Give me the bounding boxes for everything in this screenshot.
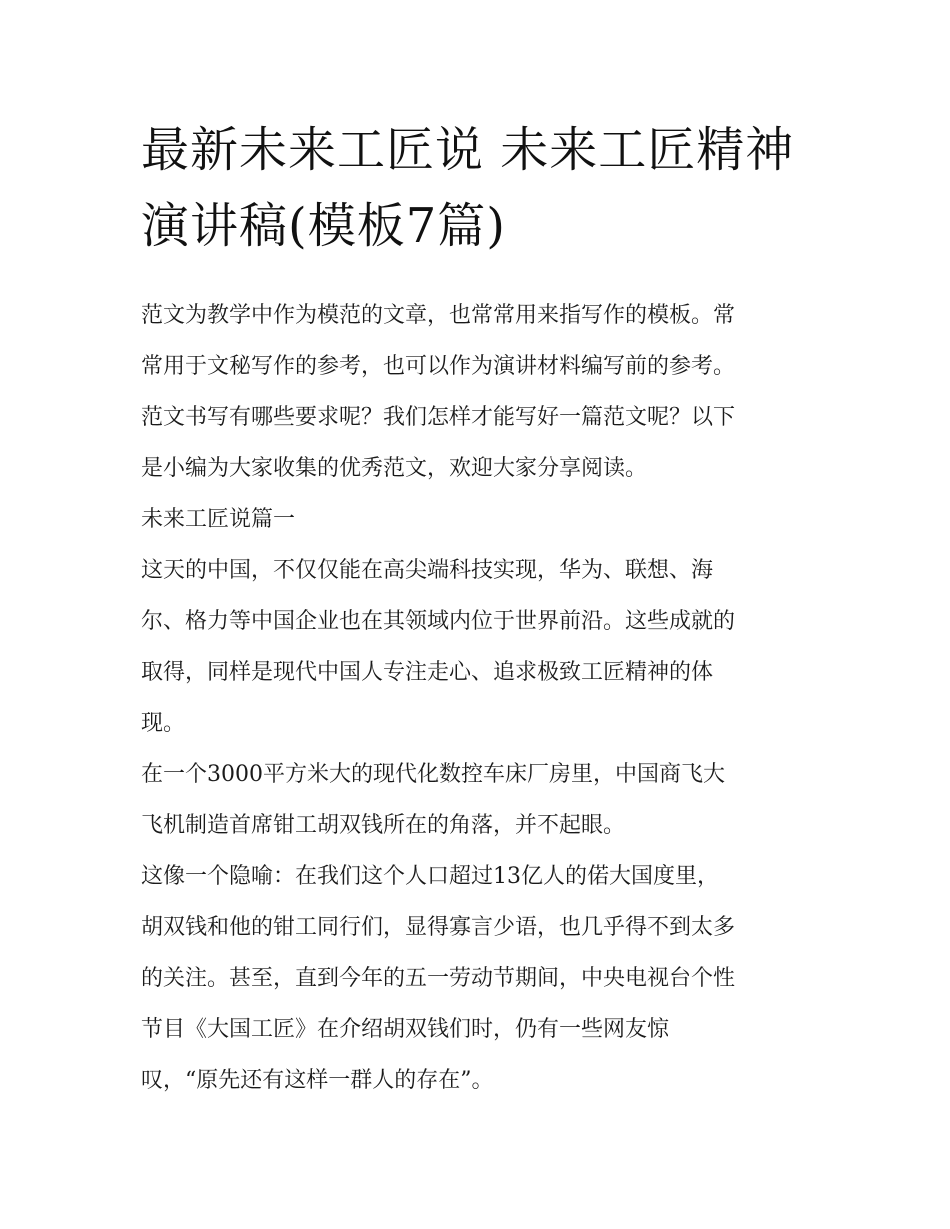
intro-line: 范文书写有哪些要求呢？我们怎样才能写好一篇范文呢？以下 <box>141 405 736 430</box>
paragraph-line: 尔、格力等中国企业也在其领域内位于世界前沿。这些成就的 <box>141 609 736 634</box>
paragraph-line: 叹，“原先还有这样一群人的存在”。 <box>141 1068 494 1093</box>
document-page <box>141 112 821 1106</box>
intro-line: 是小编为大家收集的优秀范文，欢迎大家分享阅读。 <box>141 456 648 481</box>
title-line-1: 最新未来工匠说 未来工匠精神 <box>141 122 795 178</box>
paragraph-line: 取得，同样是现代中国人专注走心、追求极致工匠精神的体 <box>141 660 714 685</box>
paragraph-line: 的关注。甚至，直到今年的五一劳动节期间，中央电视台个性 <box>141 966 736 991</box>
paragraph-line: 节目《大国工匠》在介绍胡双钱们时，仍有一些网友惊 <box>141 1017 670 1042</box>
document-body <box>141 290 821 1106</box>
paragraph-line: 现。 <box>141 711 186 736</box>
intro-line: 范文为教学中作为模范的文章，也常常用来指写作的模板。常 <box>141 303 736 328</box>
paragraph-line: 在一个3000平方米大的现代化数控车床厂房里，中国商飞大 <box>141 762 725 787</box>
paragraph-line: 飞机制造首席钳工胡双钱所在的角落，并不起眼。 <box>141 813 626 838</box>
paragraph-line: 胡双钱和他的钳工同行们，显得寡言少语，也几乎得不到太多 <box>141 915 736 940</box>
title-line-2: 演讲稿(模板7篇) <box>141 198 506 254</box>
paragraph-line: 这像一个隐喻：在我们这个人口超过13亿人的偌大国度里， <box>141 864 719 889</box>
section-heading: 未来工匠说篇一 <box>141 507 296 532</box>
document-title <box>141 112 821 264</box>
intro-line: 常用于文秘写作的参考，也可以作为演讲材料编写前的参考。 <box>141 354 736 379</box>
paragraph-line: 这天的中国，不仅仅能在高尖端科技实现，华为、联想、海 <box>141 558 714 583</box>
